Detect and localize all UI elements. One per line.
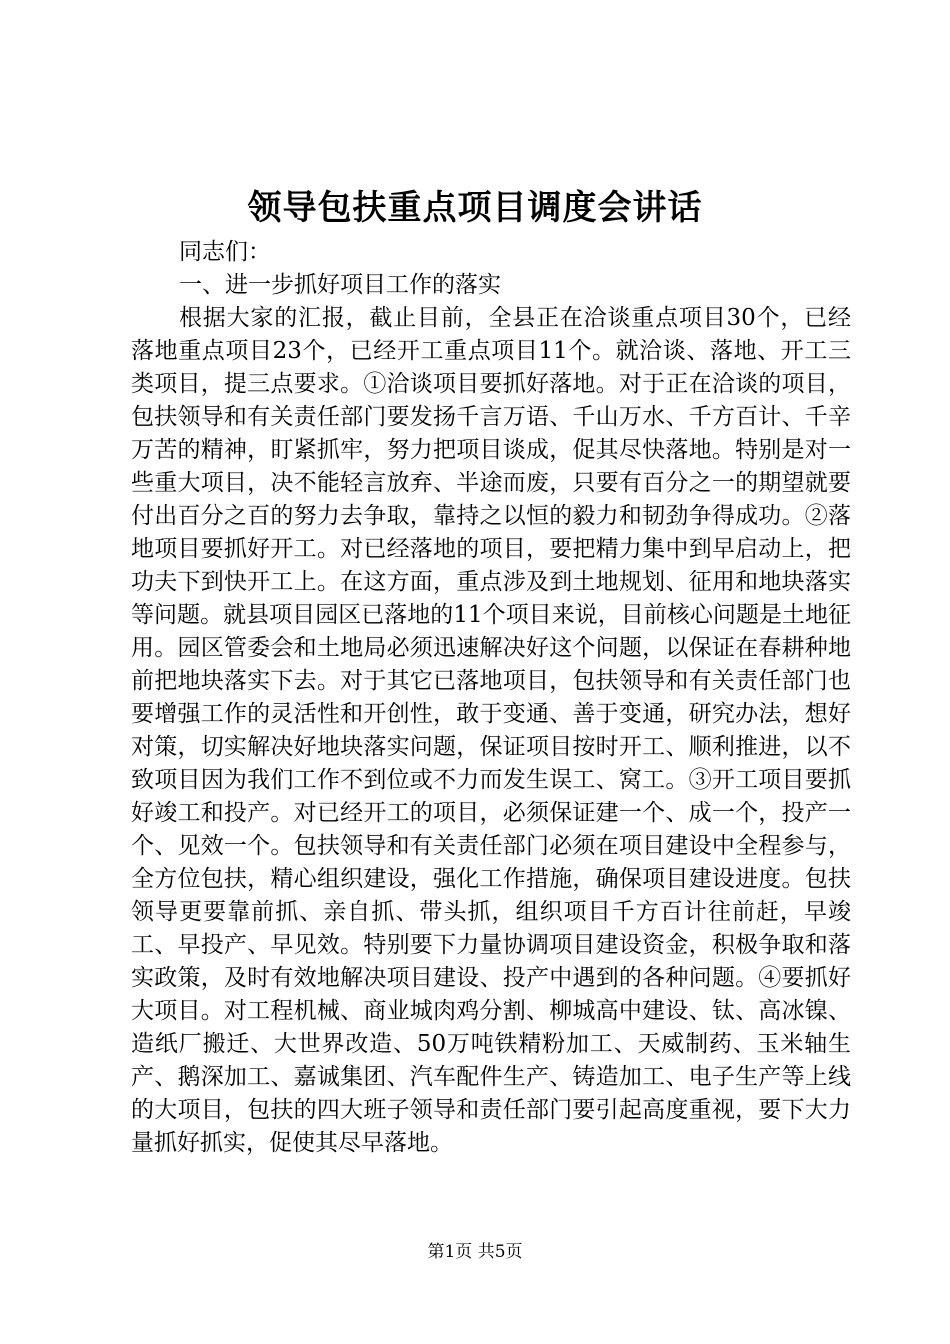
body-paragraph: 根据大家的汇报，截止目前，全县正在洽谈重点项目30个，已经落地重点项目23个，已经开工重点项目11个。就洽谈、落地、开工三类项目，提三点要求。①洽谈项目要抓好落地。对于正在洽谈的项目，包扶领导和有关责任部门要发扬千言万语、千山万水、千方百计、千辛万苦的精神，盯紧抓牢，努力把项目谈成，促其尽快落地。特别是对一些重大项目，决不能轻言放弃、半途而废，只要有百分之一的期望就要付出百分之百的努力去争取，靠持之以恒的毅力和韧劲争得成功。②落地项目要抓好开工。对已经落地的项目，要把精力集中到早启动上，把功夫下到快开工上。在这方面，重点涉及到土地规划、征用和地块落实等问题。就县项目园区已落地的11个项目来说，目前核心问题是土地征用。园区管委会和土地局必须迅速解决好这个问题，以保证在春耕种地前把地块落实下去。对于其它已落地项目，包扶领导和有关责任部门也要增强工作的灵活性和开创性，敢于变通、善于变通，研究办法，想好对策，切实解决好地块落实问题，保证项目按时开工、顺利推进，以不致项目因为我们工作不到位或不力而发生误工、窝工。③开工项目要抓好竣工和投产。对已经开工的项目，必须保证建一个、成一个，投产一个、见效一个。包扶领导和有关责任部门必须在项目建设中全程参与，全方位包扶，精心组织建设，强化工作措施，确保项目建设进度。包扶领导更要靠前抓、亲自抓、带头抓，组织项目千方百计往前赶，早竣工、早投产、早见效。特别要下力量协调项目建设资金，积极争取和落实政策，及时有效地解决项目建设、投产中遇到的各种问题。④要抓好大项目。对工程机械、商业城肉鸡分割、柳城高中建设、钛、高冰镍、造纸厂搬迁、大世界改造、50万吨铁精粉加工、天威制药、玉米轴生产、鹅深加工、嘉诚集团、汽车配件生产、铸造加工、电子生产等上线的大项目，包扶的四大班子领导和责任部门要引起高度重视，要下大力量抓好抓实，促使其尽早落地。 — [131, 305, 851, 1156]
page-footer: 第1页 共5页 — [427, 1242, 523, 1262]
salutation: 同志们： — [179, 239, 271, 265]
document-title: 领导包扶重点项目调度会讲话 — [247, 188, 703, 228]
document-body — [131, 236, 851, 1160]
section-heading: 一、进一步抓好项目工作的落实 — [179, 272, 501, 298]
